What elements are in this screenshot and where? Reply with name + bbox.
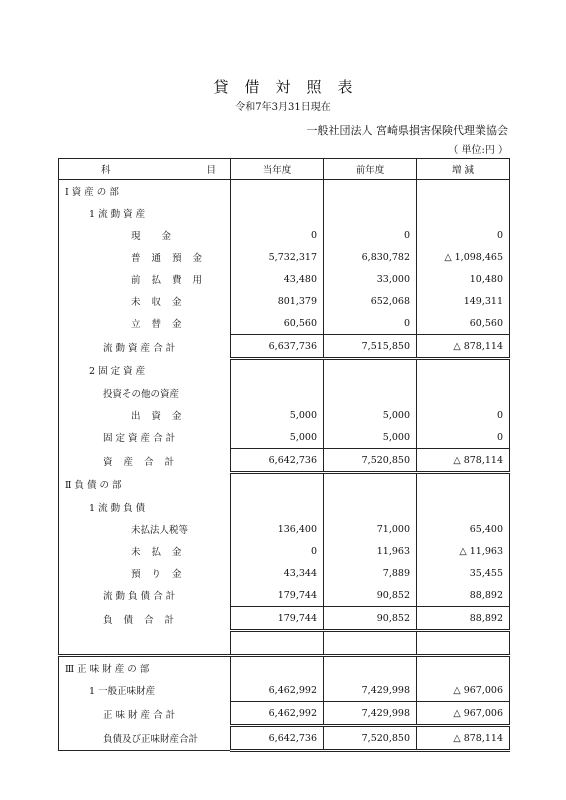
- row-label: 預 り 金: [59, 562, 231, 584]
- table-row: [59, 726, 510, 751]
- change-value: [417, 631, 510, 656]
- previous-value: 33,000: [324, 268, 417, 290]
- header-subject-a: 科: [101, 165, 111, 176]
- change-value: △ 878,114: [417, 335, 510, 359]
- current-value: [231, 656, 324, 680]
- current-value: 6,637,736: [231, 335, 324, 359]
- change-value: △ 1,098,465: [417, 246, 510, 268]
- table-row: [59, 679, 510, 702]
- previous-value: 90,852: [324, 584, 417, 607]
- current-value: [231, 631, 324, 656]
- change-value: 88,892: [417, 584, 510, 607]
- current-value: [231, 473, 324, 497]
- previous-value: [324, 496, 417, 518]
- row-label: 資 産 合 計: [59, 449, 231, 473]
- table-row: [59, 180, 510, 203]
- page-title: 貸借対照表: [213, 78, 369, 96]
- table-row: [59, 631, 510, 656]
- previous-value: 0: [324, 224, 417, 246]
- change-value: 149,311: [417, 290, 510, 312]
- current-value: 43,480: [231, 268, 324, 290]
- previous-value: 5,000: [324, 404, 417, 426]
- previous-value: 7,520,850: [324, 726, 417, 751]
- table-header-row: [59, 159, 510, 180]
- row-label: 1 一般正味財産: [59, 679, 231, 702]
- change-value: △ 11,963: [417, 540, 510, 562]
- table-row: [59, 702, 510, 726]
- balance-sheet-table: [58, 158, 510, 752]
- header-previous: 前年度: [324, 159, 417, 180]
- row-label: 1 流 動 資 産: [59, 202, 231, 224]
- table-row: [59, 449, 510, 473]
- current-value: [231, 202, 324, 224]
- previous-value: 0: [324, 312, 417, 335]
- current-value: [231, 496, 324, 518]
- table-row: [59, 359, 510, 383]
- current-value: 5,000: [231, 404, 324, 426]
- report-date: 令和7年3月31日現在: [235, 102, 331, 113]
- change-value: [417, 382, 510, 404]
- row-label: 1 流 動 負 債: [59, 496, 231, 518]
- table-row: [59, 246, 510, 268]
- row-label: 負債及び正味財産合計: [59, 726, 231, 751]
- change-value: 60,560: [417, 312, 510, 335]
- current-value: 5,732,317: [231, 246, 324, 268]
- organization-name: 一般社団法人 宮崎県損害保険代理業協会: [306, 124, 508, 137]
- table-row: [59, 268, 510, 290]
- change-value: [417, 180, 510, 203]
- current-value: 6,462,992: [231, 679, 324, 702]
- previous-value: [324, 382, 417, 404]
- current-value: 0: [231, 224, 324, 246]
- table-row: [59, 202, 510, 224]
- current-value: 0: [231, 540, 324, 562]
- change-value: [417, 359, 510, 383]
- change-value: 0: [417, 224, 510, 246]
- change-value: 65,400: [417, 518, 510, 540]
- current-value: 60,560: [231, 312, 324, 335]
- row-label: [59, 631, 231, 656]
- change-value: 0: [417, 426, 510, 449]
- current-value: 6,462,992: [231, 702, 324, 726]
- previous-value: [324, 202, 417, 224]
- change-value: △ 967,006: [417, 679, 510, 702]
- current-value: 43,344: [231, 562, 324, 584]
- current-value: 6,642,736: [231, 726, 324, 751]
- current-value: 136,400: [231, 518, 324, 540]
- previous-value: 5,000: [324, 426, 417, 449]
- table-row: [59, 224, 510, 246]
- table-row: [59, 290, 510, 312]
- row-label: 未 払 金: [59, 540, 231, 562]
- current-value: 801,379: [231, 290, 324, 312]
- current-value: 6,642,736: [231, 449, 324, 473]
- table-row: [59, 518, 510, 540]
- change-value: 0: [417, 404, 510, 426]
- change-value: 35,455: [417, 562, 510, 584]
- current-value: 179,744: [231, 607, 324, 631]
- header-subject-b: 目: [206, 165, 216, 176]
- current-value: [231, 382, 324, 404]
- change-value: [417, 656, 510, 680]
- table-row: [59, 584, 510, 607]
- row-label: 普 通 預 金: [59, 246, 231, 268]
- previous-value: 7,429,998: [324, 679, 417, 702]
- row-label: 正 味 財 産 合 計: [59, 702, 231, 726]
- row-label: 2 固 定 資 産: [59, 359, 231, 383]
- previous-value: 90,852: [324, 607, 417, 631]
- header-change: 増 減: [417, 159, 510, 180]
- previous-value: 7,515,850: [324, 335, 417, 359]
- table-row: [59, 473, 510, 497]
- row-label: 未払法人税等: [59, 518, 231, 540]
- previous-value: 652,068: [324, 290, 417, 312]
- previous-value: [324, 180, 417, 203]
- previous-value: [324, 631, 417, 656]
- table-row: [59, 426, 510, 449]
- row-label: 投資その他の資産: [59, 382, 231, 404]
- row-label: 出 資 金: [59, 404, 231, 426]
- previous-value: 11,963: [324, 540, 417, 562]
- row-label: 現 金: [59, 224, 231, 246]
- previous-value: 6,830,782: [324, 246, 417, 268]
- header-subject: [59, 159, 231, 180]
- previous-value: 7,429,998: [324, 702, 417, 726]
- change-value: △ 967,006: [417, 702, 510, 726]
- current-value: 179,744: [231, 584, 324, 607]
- table-row: [59, 382, 510, 404]
- header-current: 当年度: [231, 159, 324, 180]
- previous-value: [324, 656, 417, 680]
- current-value: 5,000: [231, 426, 324, 449]
- change-value: 10,480: [417, 268, 510, 290]
- table-row: [59, 312, 510, 335]
- current-value: [231, 180, 324, 203]
- table-row: [59, 496, 510, 518]
- row-label: 前 払 費 用: [59, 268, 231, 290]
- previous-value: 71,000: [324, 518, 417, 540]
- row-label: Ⅰ 資 産 の 部: [59, 180, 231, 203]
- current-value: [231, 359, 324, 383]
- row-label: 未 収 金: [59, 290, 231, 312]
- change-value: △ 878,114: [417, 449, 510, 473]
- change-value: [417, 202, 510, 224]
- row-label: 流 動 資 産 合 計: [59, 335, 231, 359]
- row-label: 流 動 負 債 合 計: [59, 584, 231, 607]
- row-label: 負 債 合 計: [59, 607, 231, 631]
- change-value: △ 878,114: [417, 726, 510, 751]
- previous-value: [324, 359, 417, 383]
- table-row: [59, 656, 510, 680]
- table-row: [59, 335, 510, 359]
- row-label: 立 替 金: [59, 312, 231, 335]
- row-label: Ⅲ 正 味 財 産 の 部: [59, 656, 231, 680]
- change-value: 88,892: [417, 607, 510, 631]
- table-row: [59, 404, 510, 426]
- row-label: Ⅱ 負 債 の 部: [59, 473, 231, 497]
- table-body: [59, 180, 510, 751]
- previous-value: 7,520,850: [324, 449, 417, 473]
- unit-label: （ 単位:円 ）: [448, 145, 508, 156]
- table-row: [59, 607, 510, 631]
- previous-value: 7,889: [324, 562, 417, 584]
- change-value: [417, 496, 510, 518]
- table-row: [59, 562, 510, 584]
- table-row: [59, 540, 510, 562]
- row-label: 固 定 資 産 合 計: [59, 426, 231, 449]
- change-value: [417, 473, 510, 497]
- previous-value: [324, 473, 417, 497]
